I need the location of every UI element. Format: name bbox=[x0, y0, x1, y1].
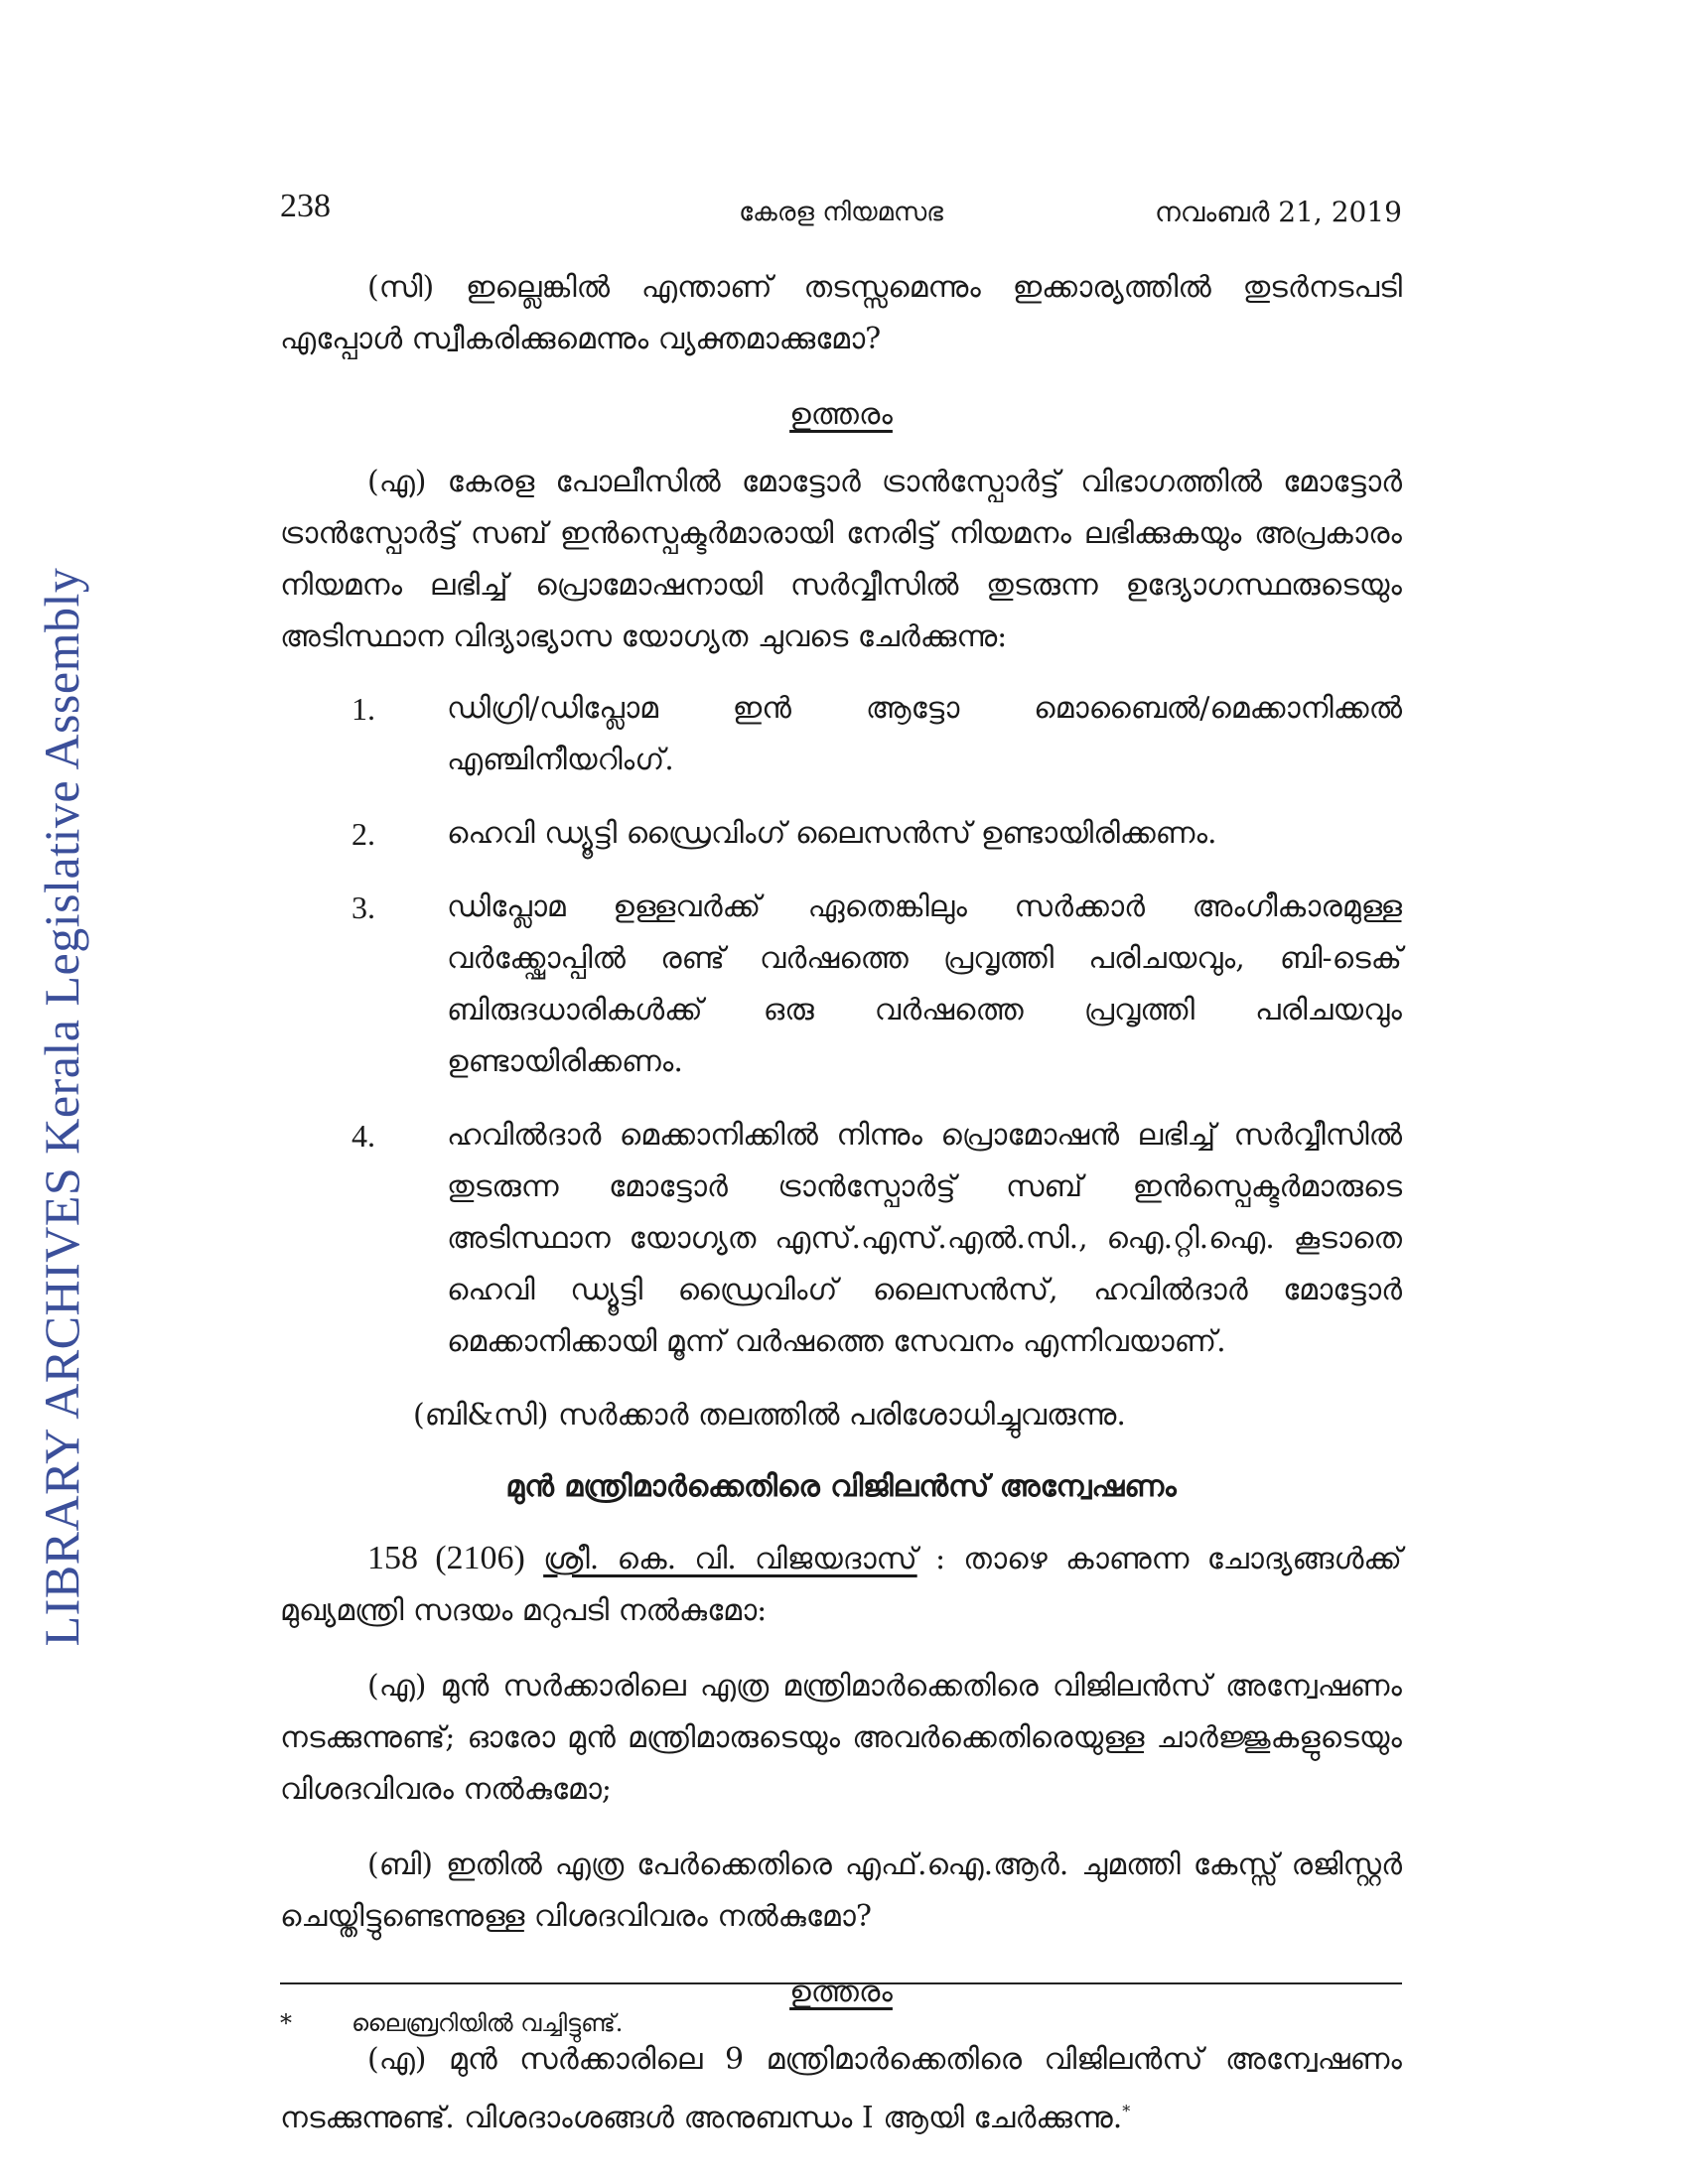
previous-question-part-c: (സി) ഇല്ലെങ്കില്‍ എന്താണ് തടസ്സമെന്നും ഇക്കാര്യത്തില്‍ തുടര്‍നടപടി എപ്പോള്‍ സ്വീകരിക്കുമെന്നും വ്യക്തമാക്കുമോ? bbox=[280, 270, 1402, 356]
footnote-divider bbox=[280, 1982, 1402, 1984]
question-2-part-b: (ബി) ഇതില്‍ എത്ര പേര്‍ക്കെതിരെ എഫ്.ഐ.ആര്‍. ചുമത്തി കേസ്സ് രജിസ്റ്റര്‍ ചെയ്തിട്ടുണ്ടെന്നുള്ള വിശദവിവരം നല്‍കുമോ? bbox=[280, 1847, 1402, 1934]
document-page bbox=[280, 187, 1402, 2144]
question-2-intro-text: : താഴെ കാണുന്ന ചോദ്യങ്ങള്‍ക്ക് മുഖ്യമന്ത്രി സദയം മറുപടി നല്‍കുമോ: bbox=[280, 1542, 1402, 1628]
footnote bbox=[280, 2005, 1402, 2041]
footnote-symbol: * bbox=[280, 2009, 292, 2037]
question-number: 158 (2106) bbox=[367, 1540, 525, 1576]
member-name: ശ്രീ. കെ. വി. വിജയദാസ് bbox=[543, 1542, 917, 1576]
library-archives-watermark: LIBRARY ARCHIVES Kerala Legislative Assembly bbox=[34, 567, 89, 1647]
list-item-number: 4. bbox=[352, 1118, 375, 1154]
list-item-number: 2. bbox=[352, 816, 375, 852]
list-item bbox=[280, 808, 1402, 860]
answer-heading-1: ഉത്തരം bbox=[789, 397, 893, 432]
footnote-text: ലൈബ്രറിയില്‍ വച്ചിട്ടുണ്ട്. bbox=[352, 2009, 624, 2037]
list-item-text: ഹവില്‍ദാര്‍ മെക്കാനിക്കില്‍ നിന്നും പ്രൊമോഷന്‍ ലഭിച്ച് സര്‍വ്വീസില്‍ തുടരുന്ന മോട്ടോര്‍ ട്രാന്‍സ്പോര്‍ട്ട് സബ് ഇന്‍സ്പെക്ടര്‍മാരുടെ അടിസ്ഥാന യോഗ്യത എസ്.എസ്.എല്‍.സി., ഐ.റ്റി.ഐ. കൂടാതെ ഹെവി ഡ്യൂട്ടി ഡ്രൈവിംഗ് ലൈസന്‍സ്, ഹവില്‍ദാര്‍ മോട്ടോര്‍ മെക്കാനിക്കായി മൂന്ന് വര്‍ഷത്തെ സേവനം എന്നിവയാണ്. bbox=[447, 1118, 1402, 1359]
list-item-text: ഡിഗ്രി/ഡിപ്ലോമ ഇന്‍ ആട്ടോ മൊബൈല്‍/മെക്കാനിക്കല്‍ എഞ്ചിനീയറിംഗ്. bbox=[447, 691, 1402, 777]
answer-heading-2: ഉത്തരം bbox=[789, 1975, 893, 2009]
list-item bbox=[280, 683, 1402, 786]
answer-2-part-a-text: (എ) മുന്‍ സര്‍ക്കാരിലെ 9 മന്ത്രിമാര്‍ക്കെതിരെ വിജിലന്‍സ് അന്വേഷണം നടക്കുന്നുണ്ട്. വിശദാംശങ്ങള്‍ അനുബന്ധം I ആയി ചേര്‍ക്കുന്നു. bbox=[280, 2042, 1402, 2135]
qualification-list bbox=[280, 683, 1402, 1368]
header-title: കേരള നിയമസഭ bbox=[739, 198, 943, 227]
answer-1-part-bc: (ബി&സി) സര്‍ക്കാര്‍ തലത്തില്‍ പരിശോധിച്ചുവരുന്നു. bbox=[413, 1398, 1126, 1433]
question-2-title: മുന്‍ മന്ത്രിമാര്‍ക്കെതിരെ വിജിലന്‍സ് അന്വേഷണം bbox=[505, 1469, 1177, 1504]
header-date: നവംബര്‍ 21, 2019 bbox=[1154, 196, 1402, 228]
page-number: 238 bbox=[280, 188, 331, 224]
list-item bbox=[280, 882, 1402, 1088]
list-item bbox=[280, 1110, 1402, 1368]
list-item-text: ഡിപ്ലോമ ഉള്ളവര്‍ക്ക് ഏതെങ്കിലും സര്‍ക്കാര്‍ അംഗീകാരമുള്ള വര്‍ക്ക്ഷോപ്പില്‍ രണ്ട് വര്‍ഷത്തെ പ്രവൃത്തി പരിചയവും, ബി-ടെക് ബിരുദധാരികള്‍ക്ക് ഒരു വര്‍ഷത്തെ പ്രവൃത്തി പരിചയവും ഉണ്ടായിരിക്കണം. bbox=[447, 889, 1402, 1079]
footnote-mark: * bbox=[1122, 2102, 1131, 2120]
question-2-part-a: (എ) മുന്‍ സര്‍ക്കാരിലെ എത്ര മന്ത്രിമാര്‍ക്കെതിരെ വിജിലന്‍സ് അന്വേഷണം നടക്കുന്നുണ്ട്; ഓരോ മുന്‍ മന്ത്രിമാരുടെയും അവര്‍ക്കെതിരെയുള്ള ചാര്‍ജ്ജുകളുടെയും വിശദവിവരം നല്‍കുമോ; bbox=[280, 1669, 1402, 1807]
list-item-number: 1. bbox=[352, 691, 375, 727]
question-2-intro bbox=[280, 1533, 1402, 1637]
answer-1-part-a: (എ) കേരള പോലീസില്‍ മോട്ടോര്‍ ട്രാന്‍സ്പോര്‍ട്ട് വിഭാഗത്തില്‍ മോട്ടോര്‍ ട്രാന്‍സ്പോര്‍ട്ട് സബ് ഇന്‍സ്പെക്ടര്‍മാരായി നേരിട്ട് നിയമനം ലഭിക്കുകയും അപ്രകാരം നിയമനം ലഭിച്ച് പ്രൊമോഷനായി സര്‍വ്വീസില്‍ തുടരുന്ന ഉദ്യോഗസ്ഥരുടെയും അടിസ്ഥാന വിദ്യാഭ്യാസ യോഗ്യത ചുവടെ ചേര്‍ക്കുന്നു: bbox=[280, 465, 1402, 654]
page-header bbox=[280, 187, 1402, 238]
list-item-number: 3. bbox=[352, 889, 375, 925]
answer-2-part-a bbox=[280, 2034, 1402, 2144]
list-item-text: ഹെവി ഡ്യൂട്ടി ഡ്രൈവിംഗ് ലൈസന്‍സ് ഉണ്ടായിരിക്കണം. bbox=[447, 816, 1217, 851]
